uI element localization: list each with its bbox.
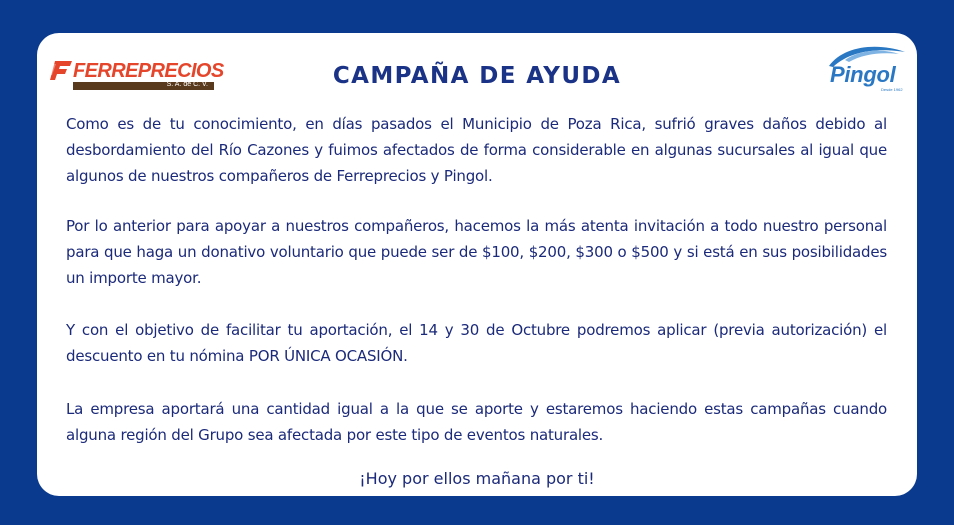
ferreprecios-subtitle: S. A. de C. V. — [166, 81, 208, 88]
pingol-logo — [815, 40, 911, 98]
announcement-card — [37, 33, 917, 496]
paragraph-payroll-deduction: Y con el objetivo de facilitar tu aportación, el 14 y 30 de Octubre podremos aplicar (previa autorización) el descuento en tu nómina POR ÚNICA OCASIÓN. — [66, 321, 887, 365]
page-title: CAMPAÑA DE AYUDA — [332, 63, 622, 89]
paragraph-situation: Como es de tu conocimiento, en días pasados el Municipio de Poza Rica, sufrió graves daños debido al desbordamiento del Río Cazones y fuimos afectados de forma considerable en algunas sucursales al igual que algunos de nuestros compañeros de Ferreprecios y Pingol. — [66, 115, 887, 185]
closing-slogan: ¡Hoy por ellos mañana por ti! — [359, 469, 595, 488]
ferreprecios-brand-name: FERREPRECIOS — [73, 60, 224, 82]
pingol-tagline: Desde 1962 — [881, 87, 903, 92]
pingol-brand-name: Pingol — [830, 62, 896, 87]
paragraph-company-matching: La empresa aportará una cantidad igual a la que se aporte y estaremos haciendo estas campañas cuando alguna región del Grupo sea afectada por este tipo de eventos naturales. — [66, 400, 887, 444]
paragraph-donation-invitation: Por lo anterior para apoyar a nuestros compañeros, hacemos la más atenta invitación a todo nuestro personal para que haga un donativo voluntario que puede ser de $100, $200, $300 o $500 y si está en sus posibilidades un importe mayor. — [66, 217, 887, 287]
